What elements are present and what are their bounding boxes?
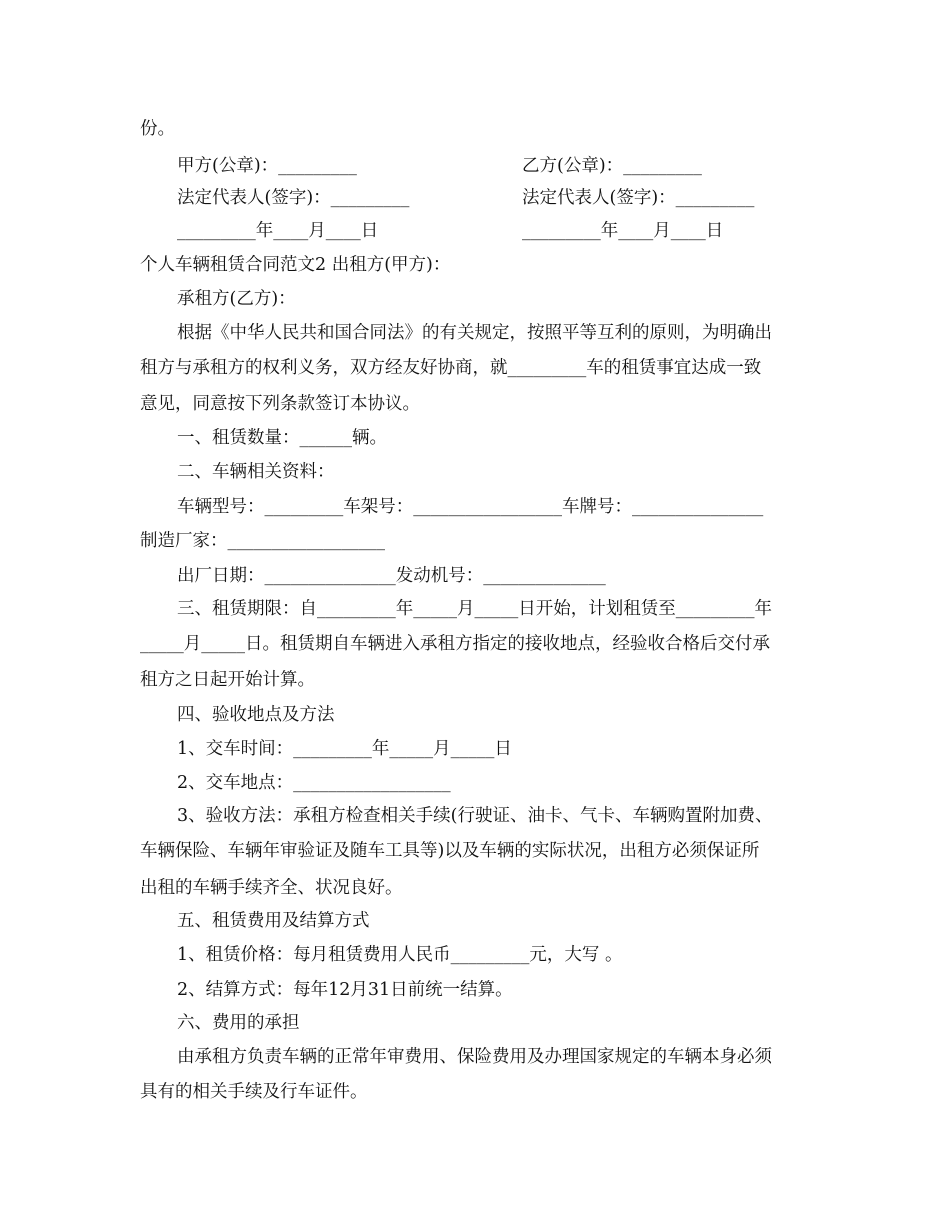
rental-price-line: 1、租赁价格：每月租赁费用人民币_________元，大写 。 — [177, 945, 623, 965]
delivery-place-line: 2、交车地点：__________________ — [177, 773, 451, 793]
delivery-time-line: 1、交车时间：_________年_____月_____日 — [177, 739, 512, 759]
contract-title-line: 个人车辆租赁合同范文2 出租方(甲方)： — [140, 255, 451, 275]
cost-body-line: 具有的相关手续及行车证件。 — [140, 1082, 368, 1102]
vehicle-model-line: 车辆型号：_________车架号：_________________车牌号：_______________ — [177, 497, 764, 517]
party-a-date-line: _________年____月____日 — [177, 221, 379, 241]
preamble-line: 根据《中华人民共和国合同法》的有关规定，按照平等互利的原则，为明确出 — [177, 323, 772, 343]
section-3-line: 租方之日起开始计算。 — [140, 670, 315, 690]
section-6-title: 六、费用的承担 — [177, 1013, 300, 1033]
party-b-seal-line: 乙方(公章)：_________ — [522, 156, 702, 176]
previous-section-tail: 份。 — [140, 119, 175, 139]
inspection-method-line: 出租的车辆手续齐全、状况良好。 — [140, 878, 403, 898]
party-b-date-line: _________年____月____日 — [522, 221, 724, 241]
lessee-line: 承租方(乙方)： — [177, 289, 296, 309]
section-4-title: 四、验收地点及方法 — [177, 705, 335, 725]
preamble-line: 租方与承租方的权利义务，双方经友好协商，就_________车的租赁事宜达成一致 — [140, 358, 762, 378]
party-a-representative-line: 法定代表人(签字)：_________ — [177, 188, 410, 208]
party-a-seal-line: 甲方(公章)：_________ — [177, 156, 357, 176]
section-3-line: 三、租赁期限：自_________年_____月_____日开始，计划租赁至_________年 — [177, 599, 772, 619]
cost-body-line: 由承租方负责车辆的正常年审费用、保险费用及办理国家规定的车辆本身必须 — [177, 1047, 772, 1067]
section-3-line: _____月_____日。租赁期自车辆进入承租方指定的接收地点，经验收合格后交付承 — [140, 634, 770, 654]
production-date-line: 出厂日期：_______________发动机号：______________ — [177, 566, 606, 586]
inspection-method-line: 3、验收方法：承租方检查相关手续(行驶证、油卡、气卡、车辆购置附加费、 — [177, 806, 773, 826]
inspection-method-line: 车辆保险、车辆年审验证及随车工具等)以及车辆的实际状况，出租方必须保证所 — [140, 841, 760, 861]
party-b-representative-line: 法定代表人(签字)：_________ — [522, 188, 755, 208]
section-2-title: 二、车辆相关资料： — [177, 462, 335, 482]
section-5-title: 五、租赁费用及结算方式 — [177, 911, 370, 931]
preamble-line: 意见，同意按下列条款签订本协议。 — [140, 394, 420, 414]
manufacturer-line: 制造厂家：__________________ — [140, 531, 385, 551]
section-1-quantity: 一、租赁数量：______辆。 — [177, 428, 387, 448]
settlement-line: 2、结算方式：每年12月31日前统一结算。 — [177, 980, 513, 1000]
